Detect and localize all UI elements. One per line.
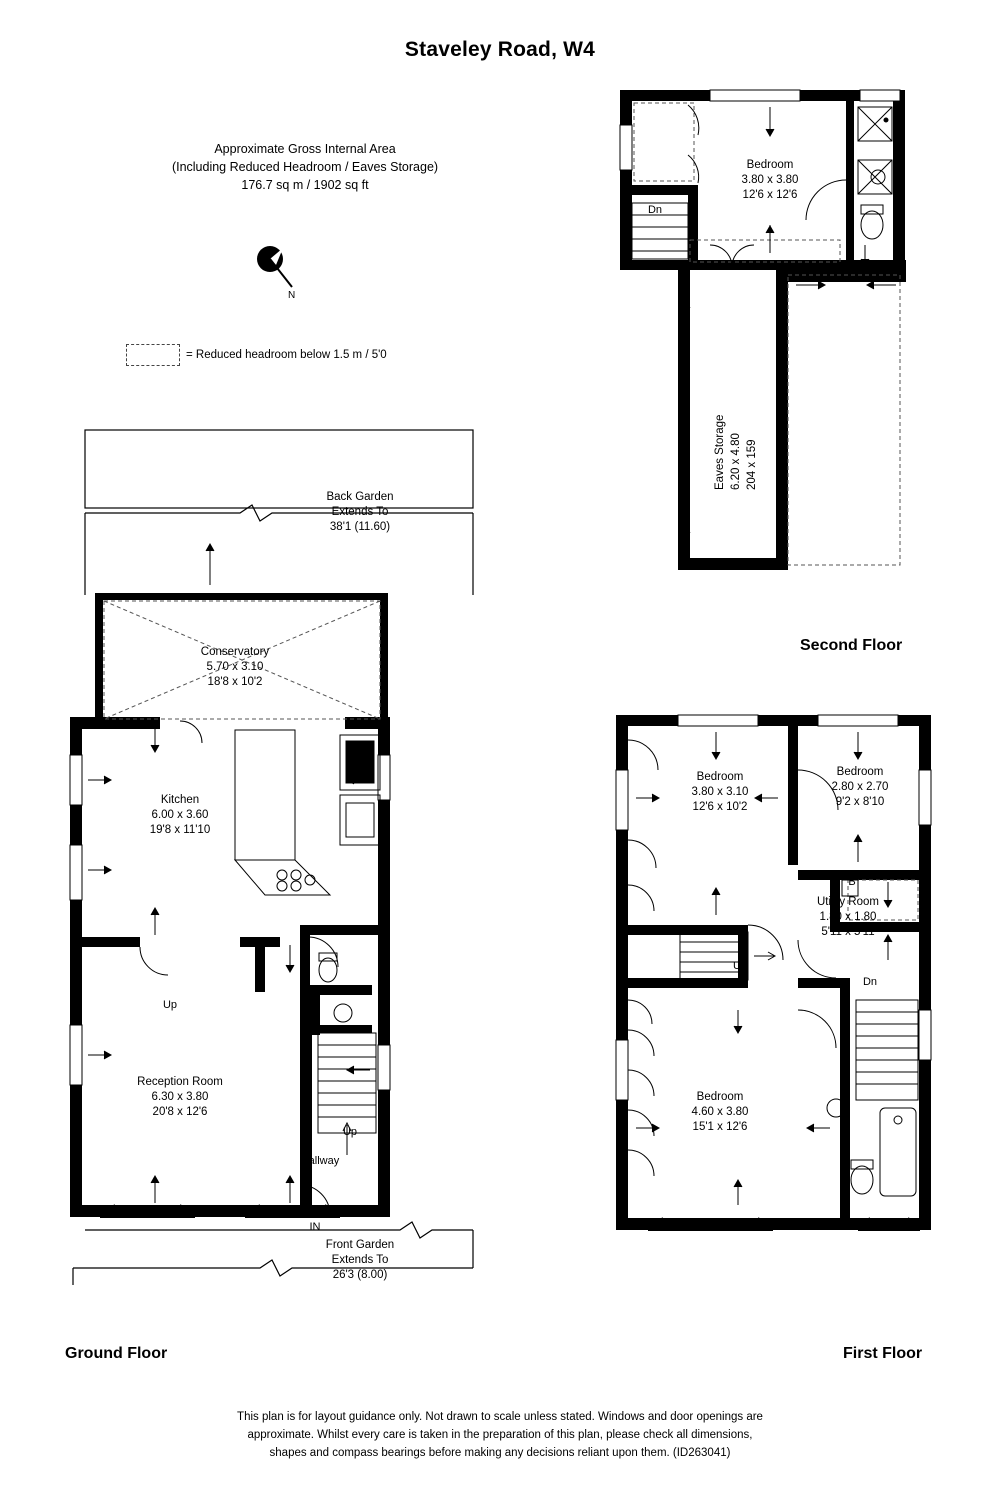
- utility-room-label: [793, 895, 903, 940]
- back-garden-dim: 38'1 (11.60): [329, 521, 391, 533]
- hallway-label: Hallway: [300, 1155, 340, 1167]
- bedroom-main-name: Bedroom: [696, 1091, 744, 1103]
- reception-label: [95, 1075, 265, 1120]
- conservatory-label: [145, 645, 325, 690]
- compass-icon: [252, 243, 312, 303]
- eaves-storage-label: [700, 360, 780, 490]
- eaves-metric: 6.20 x 4.80: [730, 433, 742, 490]
- front-garden-extends: Extends To: [331, 1254, 389, 1266]
- kitchen-imperial: 19'8 x 11'10: [149, 824, 211, 836]
- conservatory-imperial: 18'8 x 10'2: [207, 676, 263, 688]
- ground-floor-plan: [60, 425, 490, 1305]
- utility-name: Utility Room: [817, 896, 879, 908]
- second-bedroom-metric: 3.80 x 3.80: [741, 174, 799, 186]
- front-garden-label: [275, 1238, 445, 1283]
- area-note-line1: Approximate Gross Internal Area: [214, 142, 396, 156]
- bedroom-main-metric: 4.60 x 3.80: [691, 1106, 749, 1118]
- disclaimer: [120, 1408, 880, 1462]
- utility-imperial: 5'11 x 5'11: [821, 926, 875, 938]
- page-title: Staveley Road, W4: [404, 38, 596, 61]
- back-garden-extends: Extends To: [331, 506, 389, 518]
- entrance-label: IN: [309, 1221, 321, 1233]
- disclaimer-line3: shapes and compass bearings before making any decisions reliant upon them. (ID263041): [269, 1447, 731, 1459]
- front-garden-dim: 26'3 (8.00): [332, 1269, 388, 1281]
- back-garden-title: Back Garden: [326, 491, 394, 503]
- utility-metric: 1.80 x 1.80: [819, 911, 877, 923]
- up-label-stairs: Up: [342, 1126, 358, 1138]
- first-up-label: Up: [732, 960, 748, 972]
- legend-swatch: [126, 344, 180, 366]
- eaves-name: Eaves Storage: [714, 414, 726, 490]
- bedroom-side-imperial: 9'2 x 8'10: [835, 796, 885, 808]
- legend: [126, 344, 387, 366]
- back-garden-label: [275, 490, 445, 535]
- first-bedroom-main-label: [655, 1090, 785, 1135]
- first-dn-label: Dn: [862, 976, 878, 988]
- reception-imperial: 20'8 x 12'6: [152, 1106, 208, 1118]
- bedroom-front-name: Bedroom: [696, 771, 744, 783]
- boiler-label: B: [848, 876, 856, 888]
- area-note-line3: 176.7 sq m / 1902 sq ft: [241, 178, 369, 192]
- disclaimer-line2: approximate. Whilst every care is taken in the preparation of this plan, please check all dimensions,: [247, 1429, 753, 1441]
- area-note: [95, 140, 515, 194]
- first-bedroom-front-label: [655, 770, 785, 815]
- disclaimer-line1: This plan is for layout guidance only. Not drawn to scale unless stated. Windows and door openings are: [237, 1411, 763, 1423]
- conservatory-metric: 5.70 x 3.10: [206, 661, 264, 673]
- kitchen-name: Kitchen: [160, 794, 200, 806]
- kitchen-label: [110, 793, 250, 838]
- first-floor-title: First Floor: [843, 1345, 923, 1362]
- bedroom-side-name: Bedroom: [836, 766, 884, 778]
- legend-label: = Reduced headroom below 1.5 m / 5'0: [186, 349, 387, 361]
- second-bedroom-imperial: 12'6 x 12'6: [742, 189, 798, 201]
- eaves-imperial: 204 x 159: [746, 439, 758, 490]
- second-dn-label: Dn: [647, 204, 663, 216]
- ground-floor-title: Ground Floor: [65, 1345, 168, 1362]
- reception-name: Reception Room: [137, 1076, 223, 1088]
- compass-label: N: [288, 290, 296, 301]
- second-floor-title: Second Floor: [800, 637, 903, 654]
- area-note-line2: (Including Reduced Headroom / Eaves Storage): [171, 160, 439, 174]
- second-bedroom-name: Bedroom: [746, 159, 794, 171]
- front-garden-title: Front Garden: [325, 1239, 395, 1251]
- second-bedroom-label: [705, 158, 835, 203]
- up-label-reception: Up: [162, 999, 178, 1011]
- kitchen-metric: 6.00 x 3.60: [151, 809, 209, 821]
- bedroom-front-metric: 3.80 x 3.10: [691, 786, 749, 798]
- reception-metric: 6.30 x 3.80: [151, 1091, 209, 1103]
- bedroom-main-imperial: 15'1 x 12'6: [692, 1121, 748, 1133]
- first-bedroom-side-label: [795, 765, 925, 810]
- conservatory-name: Conservatory: [200, 646, 270, 658]
- bedroom-front-imperial: 12'6 x 10'2: [692, 801, 748, 813]
- bedroom-side-metric: 2.80 x 2.70: [831, 781, 889, 793]
